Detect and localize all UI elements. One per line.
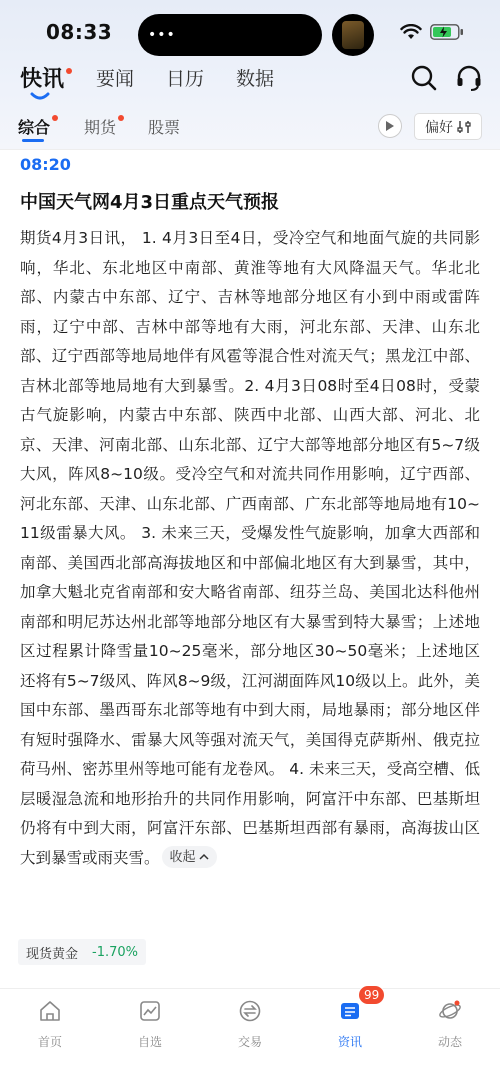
tab-home-label: 首页 (37, 1035, 62, 1049)
tab-data[interactable]: 数据 (236, 68, 275, 90)
bottom-tab-bar (0, 988, 500, 1084)
filter-icon (457, 120, 471, 134)
tab-news-label: 资讯 (337, 1035, 362, 1049)
live-activity-icon (332, 14, 374, 56)
news-time: 08:20 (20, 155, 71, 174)
tab-news[interactable] (320, 999, 380, 1050)
flash-news-dot (66, 68, 72, 74)
subtab-all[interactable]: 综合 (18, 118, 51, 137)
search-icon[interactable] (410, 64, 438, 92)
dynamic-island (138, 14, 322, 56)
news-title[interactable]: 中国天气网4月3日重点天气预报 (20, 192, 280, 213)
trade-icon (238, 999, 262, 1023)
tab-trade[interactable] (220, 999, 280, 1050)
instrument-change: -1.70% (92, 944, 139, 960)
news-icon (338, 999, 362, 1023)
subtab-stocks[interactable]: 股票 (148, 118, 181, 137)
planet-icon (438, 999, 462, 1023)
tab-watchlist[interactable] (120, 999, 180, 1050)
tab-trade-label: 交易 (237, 1035, 262, 1049)
collapse-label: 收起 (169, 849, 196, 865)
preference-label: 偏好 (425, 119, 453, 136)
preference-button[interactable] (414, 113, 482, 140)
play-button[interactable] (378, 114, 402, 138)
tab-feed[interactable] (420, 999, 480, 1050)
sub-nav (0, 110, 500, 142)
tab-feed-label: 动态 (437, 1035, 462, 1049)
status-time: 08:33 (46, 20, 113, 44)
tab-flash-news[interactable]: 快讯 (20, 67, 65, 92)
news-badge: 99 (358, 985, 385, 1005)
news-body-text: 期货4月3日讯， 1. 4月3日至4日，受冷空气和地面气旋的共同影响，华北、东北地区中南部、黄淮等地有大风降温天气。华北北部、内蒙古中东部、辽宁、吉林等地部分地区有小到中雨或雷阵雨，辽宁中部、吉林中部等地有大雨，河北东部、天津、山东北部、辽宁西部等地局地伴有风雹等混合性对流天气；黑龙江中部、吉林北部等地局地有大到暴雪。2. 4月3日08时至4日08时，受蒙古气旋影响，内蒙古中东部、陕西中北部、山西大部、河北、北京、天津、河南北部、山东北部、辽宁大部等地部分地区有5~7级大风，阵风8~10级。受冷空气和对流共同作用影响，辽宁西部、河北东部、天津、山东北部、广西南部、广东北部等地局地有10~11级雷暴大风。 3. 未来三天，受爆发性气旋影响，加拿大西部和南部、美国西北部高海拔地区和中部偏北地区有大到暴雪，其中，加拿大魁北克省南部和安大略省南部、纽芬兰岛、美国北达科他州南部和明尼苏达州北部等地部分地区有大暴雪到特大暴雪；上述地区过程累计降雪量10~25毫米，部分地区30~50毫米；上述地区还将有5~7级风、阵风8~9级，江河湖面阵风10级以上。此外，美国中东部、墨西哥东北部等地有中到大雨，局地暴雨；部分地区伴有短时强降水、雷暴大风等强对流天气，美国得克萨斯州、俄克拉荷马州、密苏里州等地可能有龙卷风。 4. 未来三天，受高空槽、低层暖湿急流和地形抬升的共同作用影响，阿富汗中东部、巴基斯坦仍将有中到大雨，阿富汗东部、巴基斯坦西部有暴雨，高海拔山区大到暴雪或雨夹雪。 (20, 229, 480, 867)
instrument-name: 现货黄金 (26, 946, 79, 962)
subtab-futures-dot (118, 115, 124, 121)
status-bar (0, 0, 500, 60)
top-nav (0, 60, 500, 104)
active-tab-indicator (30, 92, 50, 100)
play-icon (385, 120, 395, 132)
related-instrument-chip[interactable] (18, 939, 146, 965)
chevron-up-icon (199, 853, 209, 861)
collapse-button[interactable] (162, 846, 217, 868)
tab-headlines[interactable]: 要闻 (96, 68, 135, 90)
home-icon (38, 999, 62, 1023)
tab-watchlist-label: 自选 (137, 1035, 162, 1049)
news-body[interactable] (20, 224, 480, 873)
battery-icon (430, 24, 464, 40)
subtab-all-dot (52, 115, 58, 121)
customer-service-icon[interactable] (455, 64, 483, 92)
watchlist-icon (138, 999, 162, 1023)
wifi-icon (400, 24, 422, 40)
header-divider (0, 149, 500, 150)
subtab-indicator (22, 139, 44, 142)
subtab-futures[interactable]: 期货 (84, 118, 117, 137)
tab-calendar[interactable]: 日历 (166, 68, 205, 90)
tab-home[interactable] (20, 999, 80, 1050)
island-dots-icon: ••• (148, 27, 176, 43)
